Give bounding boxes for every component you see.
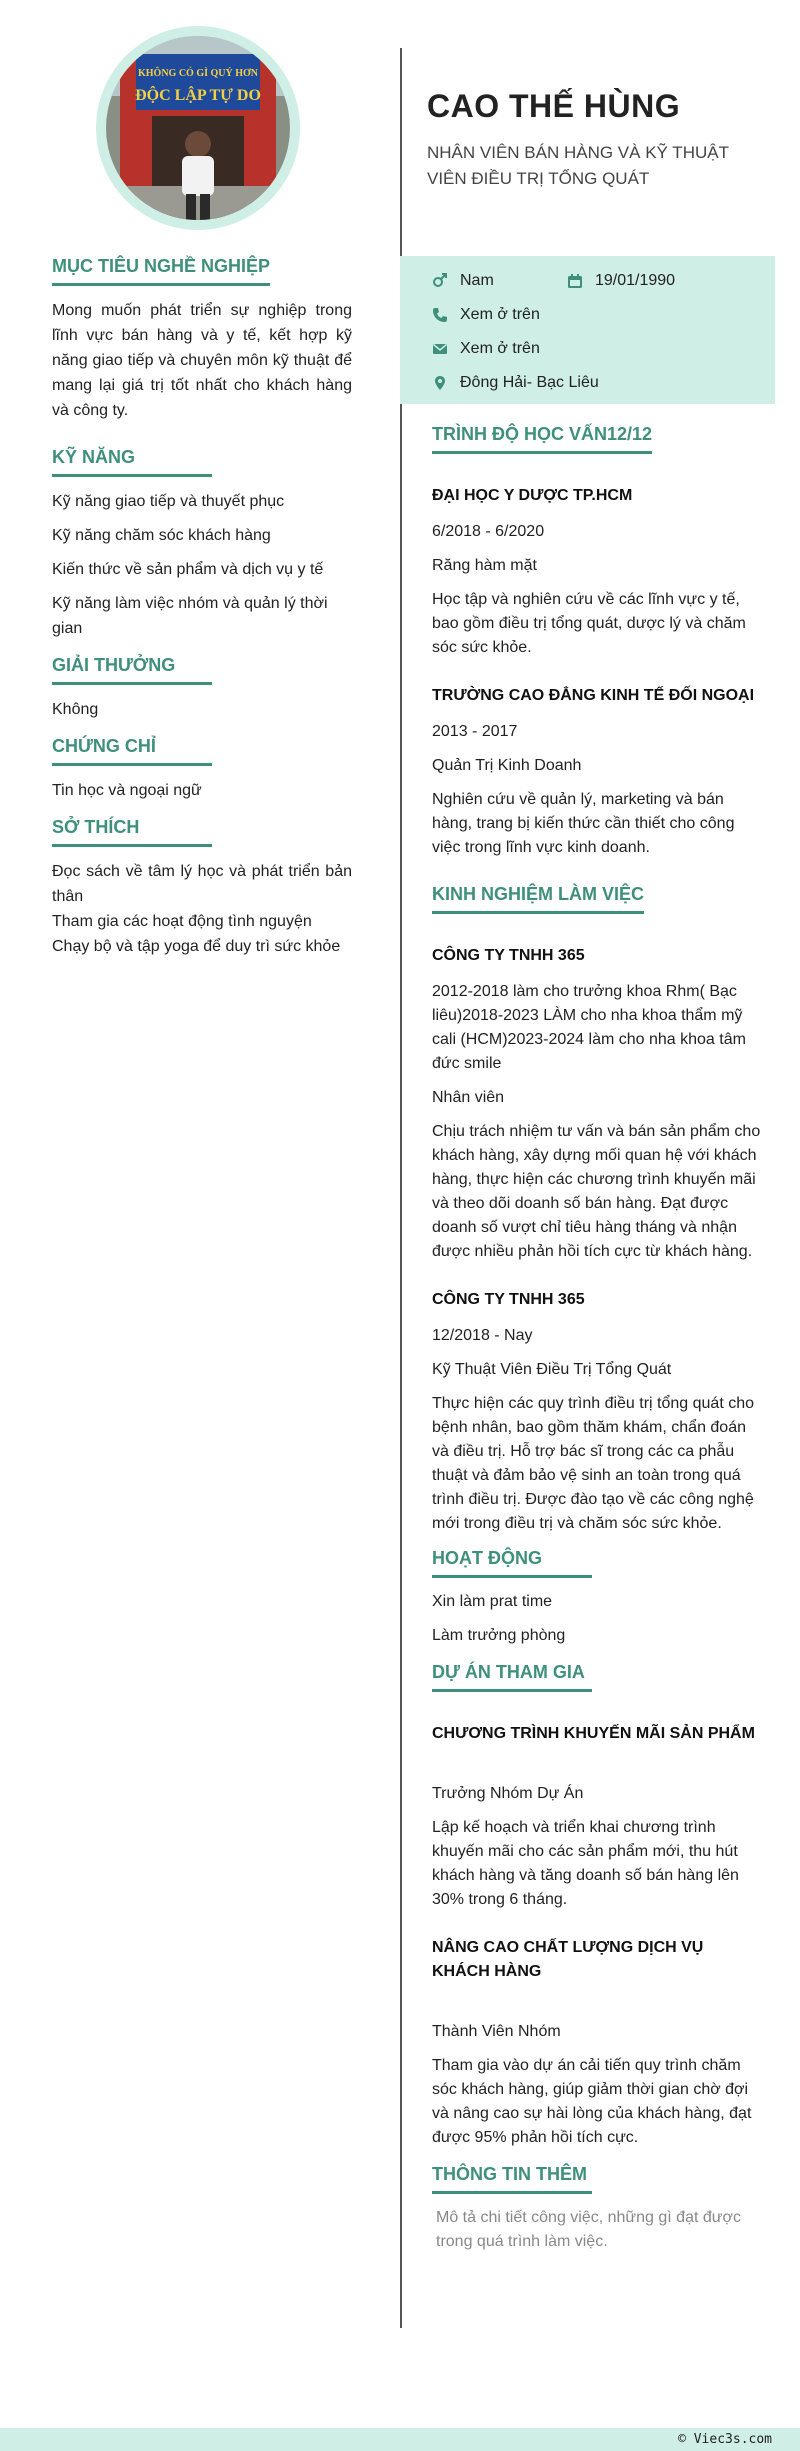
candidate-title: NHÂN VIÊN BÁN HÀNG VÀ KỸ THUẬT VIÊN ĐIỀU TRỊ TỔNG QUÁT — [427, 143, 729, 188]
photo-sign-line2: ĐỘC LẬP TỰ DO — [135, 87, 261, 104]
contact-row-email — [432, 332, 775, 366]
skills-section — [52, 447, 352, 641]
address-value: Đông Hải- Bạc Liêu — [460, 374, 599, 391]
contact-row-phone — [432, 298, 775, 332]
education-period: 6/2018 - 6/2020 — [432, 523, 545, 540]
email-value: Xem ở trên — [460, 340, 540, 357]
project-name: NÂNG CAO CHẤT LƯỢNG DỊCH VỤ KHÁCH HÀNG — [432, 1939, 704, 1980]
experience-period: 2012-2018 làm cho trưởng khoa Rhm( Bạc liêu)2018-2023 LÀM cho nha khoa thẩm mỹ cali (HCM)2023-2024 làm cho nha khoa tâm đức smile — [432, 983, 746, 1072]
skill-item: Kỹ năng chăm sóc khách hàng — [52, 527, 271, 544]
right-body — [432, 424, 762, 2254]
experience-title: KINH NGHIỆM LÀM VIỆC — [432, 884, 644, 914]
project-role: Trưởng Nhóm Dự Án — [432, 1785, 584, 1802]
education-desc: Nghiên cứu về quản lý, marketing và bán hàng, trang bị kiến thức cần thiết cho công việc trong lĩnh vực kinh doanh. — [432, 791, 735, 856]
activities-title: HOẠT ĐỘNG — [432, 1548, 592, 1578]
awards-section — [52, 655, 352, 722]
additional-text: Mô tả chi tiết công việc, những gì đạt được trong quá trình làm việc. — [436, 2209, 741, 2250]
photo-sign-line1: KHÔNG CÓ GÌ QUÝ HƠN — [137, 68, 259, 79]
avatar-frame — [96, 26, 300, 230]
objective-text: Mong muốn phát triển sự nghiệp trong lĩnh vực bán hàng và y tế, kết hợp kỹ năng giao tiếp và chuyên môn kỹ thuật để mang lại giá trị tốt nhất cho khách hàng và công ty. — [52, 302, 352, 419]
location-icon — [432, 375, 448, 391]
objective-section — [52, 256, 352, 423]
project-desc: Lập kế hoạch và triển khai chương trình khuyến mãi cho các sản phẩm mới, thu hút khách hàng và tăng doanh số bán hàng lên 30% trong 6 tháng. — [432, 1819, 739, 1908]
hobbies-section — [52, 817, 352, 959]
education-period: 2013 - 2017 — [432, 723, 518, 740]
candidate-name: CAO THẾ HÙNG — [427, 88, 681, 124]
skill-item: Kỹ năng làm việc nhóm và quản lý thời gian — [52, 595, 328, 637]
footer-band — [0, 2428, 800, 2451]
skill-item: Kiến thức về sản phẩm và dịch vụ y tế — [52, 561, 324, 578]
objective-title: MỤC TIÊU NGHỀ NGHIỆP — [52, 256, 270, 286]
avatar — [106, 36, 290, 220]
hobby-item: Tham gia các hoạt động tình nguyện — [52, 913, 312, 930]
project-spacer — [432, 1996, 762, 2020]
education-major: Quản Trị Kinh Doanh — [432, 757, 582, 774]
email-icon — [432, 341, 448, 357]
education-school: TRƯỜNG CAO ĐẲNG KINH TẾ ĐỐI NGOẠI — [432, 687, 755, 704]
education-title: TRÌNH ĐỘ HỌC VẤN12/12 — [432, 424, 652, 454]
experience-period: 12/2018 - Nay — [432, 1327, 533, 1344]
project-role: Thành Viên Nhóm — [432, 2023, 561, 2040]
project-spacer — [432, 1758, 762, 1782]
contact-box — [400, 256, 775, 404]
skill-item: Kỹ năng giao tiếp và thuyết phục — [52, 493, 285, 510]
education-school: ĐẠI HỌC Y DƯỢC TP.HCM — [432, 487, 633, 504]
education-major: Răng hàm mặt — [432, 557, 537, 574]
awards-text: Không — [52, 701, 99, 718]
gender-icon — [432, 273, 448, 289]
certificates-section — [52, 736, 352, 803]
projects-title: DỰ ÁN THAM GIA — [432, 1662, 592, 1692]
phone-icon — [432, 307, 448, 323]
activity-item: Xin làm prat time — [432, 1593, 553, 1610]
contact-row-address — [432, 366, 775, 400]
dob-value: 19/01/1990 — [595, 272, 676, 289]
gender-value: Nam — [460, 272, 494, 289]
certificates-title: CHỨNG CHỈ — [52, 736, 212, 766]
experience-desc: Chịu trách nhiệm tư vấn và bán sản phẩm cho khách hàng, xây dựng mối quan hệ với khách hàng, thực hiện các chương trình khuyến mãi và theo dõi doanh số bán hàng. Đạt được doanh số vượt chỉ tiêu hàng tháng và nhận được nhiều phản hồi tích cực từ khách hàng. — [432, 1123, 761, 1260]
calendar-icon — [567, 273, 583, 289]
phone-value: Xem ở trên — [460, 306, 540, 323]
project-name: CHƯƠNG TRÌNH KHUYẾN MÃI SẢN PHẨM — [432, 1725, 755, 1742]
project-desc: Tham gia vào dự án cải tiến quy trình chăm sóc khách hàng, giúp giảm thời gian chờ đợi và nâng cao sự hài lòng của khách hàng, đạt được 95% phản hồi tích cực. — [432, 2057, 752, 2146]
hobby-item: Chạy bộ và tập yoga để duy trì sức khỏe — [52, 938, 341, 955]
certificates-text: Tin học và ngoại ngữ — [52, 782, 202, 799]
avatar-photo — [106, 36, 290, 220]
awards-title: GIẢI THƯỞNG — [52, 655, 212, 685]
hobby-item: Đọc sách về tâm lý học và phát triển bản thân — [52, 863, 352, 905]
left-column — [52, 26, 352, 959]
footer-brand[interactable]: © Viec3s.com — [678, 2432, 772, 2447]
experience-role: Kỹ Thuật Viên Điều Trị Tổng Quát — [432, 1361, 672, 1378]
experience-desc: Thực hiện các quy trình điều trị tổng quát cho bệnh nhân, bao gồm thăm khám, chẩn đoán và điều trị. Hỗ trợ bác sĩ trong các ca phẫu thuật và đảm bảo vệ sinh an toàn trong quá trình điều trị. Được đào tạo về các công nghệ mới trong điều trị và chăm sóc sức khỏe. — [432, 1395, 755, 1532]
activity-item: Làm trưởng phòng — [432, 1627, 566, 1644]
experience-company: CÔNG TY TNHH 365 — [432, 947, 585, 964]
education-desc: Học tập và nghiên cứu về các lĩnh vực y tế, bao gồm điều trị tổng quát, dược lý và chăm sóc sức khỏe. — [432, 591, 746, 656]
contact-row-gender-dob — [432, 264, 775, 298]
experience-company: CÔNG TY TNHH 365 — [432, 1291, 585, 1308]
hobbies-title: SỞ THÍCH — [52, 817, 212, 847]
experience-role: Nhân viên — [432, 1089, 505, 1106]
additional-title: THÔNG TIN THÊM — [432, 2164, 592, 2194]
skills-title: KỸ NĂNG — [52, 447, 212, 477]
